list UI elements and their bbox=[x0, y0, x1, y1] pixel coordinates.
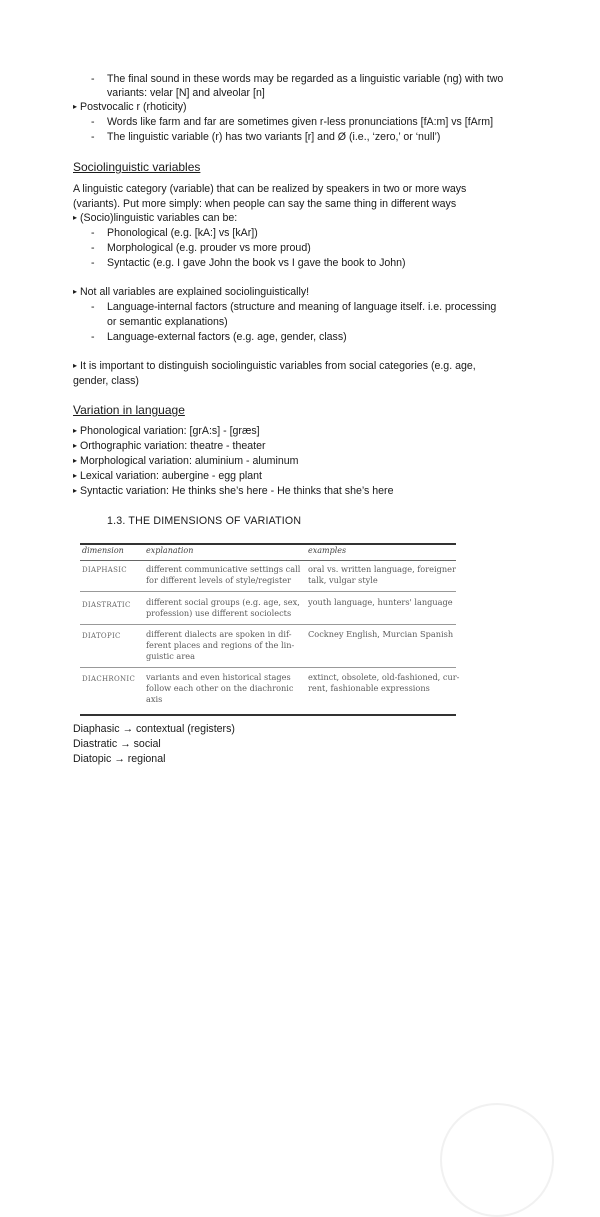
not-all-text: Not all variables are explained sociolinguistically! bbox=[80, 286, 310, 298]
row-diastratic-examples-1: youth language, hunters' language bbox=[308, 597, 453, 607]
triangle-bullet-icon: ▸ bbox=[73, 471, 78, 480]
postvocalic-bullet bbox=[73, 101, 187, 114]
r-variants: The linguistic variable (r) has two variants [r] and Ø (i.e., ‘zero,’ or ‘null’) bbox=[107, 131, 441, 143]
table-bottom-rule bbox=[80, 714, 456, 716]
summary-diastratic: Diastratic → social bbox=[73, 738, 161, 750]
variation-orthographic-text: Orthographic variation: theatre - theater bbox=[80, 440, 266, 452]
section-heading-sociolinguistic: Sociolinguistic variables bbox=[73, 160, 201, 174]
section-heading-variation: Variation in language bbox=[73, 403, 185, 417]
rless-example: Words like farm and far are sometimes given r-less pronunciations [fA:m] vs [fArm] bbox=[107, 116, 494, 128]
row-separator bbox=[80, 667, 456, 668]
internal-factors-line2: or semantic explanations) bbox=[107, 316, 228, 328]
triangle-bullet-icon: ▸ bbox=[73, 287, 78, 296]
triangle-bullet-icon: ▸ bbox=[73, 441, 78, 450]
ng-variable-line2: variants: velar [N] and alveolar [n] bbox=[107, 87, 265, 99]
dash-marker: - bbox=[91, 131, 95, 143]
variation-syntactic-text: Syntactic variation: He thinks she’s here - He thinks that she’s here bbox=[80, 485, 394, 497]
dimensions-title: 1.3. THE DIMENSIONS OF VARIATION bbox=[107, 515, 302, 527]
type-phonological: Phonological (e.g. [kA:] vs [kAr]) bbox=[107, 227, 258, 239]
triangle-bullet-icon: ▸ bbox=[73, 486, 78, 495]
row-diaphasic-explanation-1: different communicative settings call bbox=[146, 564, 301, 574]
type-morphological: Morphological (e.g. prouder vs more proud) bbox=[107, 242, 311, 254]
postvocalic-text: Postvocalic r (rhoticity) bbox=[80, 101, 187, 113]
triangle-bullet-icon: ▸ bbox=[73, 361, 78, 370]
dash-marker: - bbox=[91, 301, 95, 313]
header-dimension: dimension bbox=[82, 546, 124, 555]
table-top-rule bbox=[80, 543, 456, 545]
table-header-rule bbox=[80, 560, 456, 561]
dash-marker: - bbox=[91, 73, 95, 85]
variation-syntactic bbox=[73, 485, 393, 498]
row-diatopic-dimension: DIATOPIC bbox=[82, 632, 121, 640]
dash-marker: - bbox=[91, 242, 95, 254]
summary-diaphasic: Diaphasic → contextual (registers) bbox=[73, 723, 235, 735]
header-examples: examples bbox=[308, 546, 347, 555]
dash-marker: - bbox=[91, 257, 95, 269]
triangle-bullet-icon: ▸ bbox=[73, 213, 78, 222]
type-syntactic: Syntactic (e.g. I gave John the book vs I gave the book to John) bbox=[107, 257, 406, 269]
row-diatopic-explanation-3: guistic area bbox=[146, 651, 195, 661]
row-diachronic-explanation-1: variants and even historical stages bbox=[146, 672, 291, 682]
dash-marker: - bbox=[91, 227, 95, 239]
row-diatopic-explanation-2: ferent places and regions of the lin- bbox=[146, 640, 295, 650]
definition-line1: A linguistic category (variable) that can be realized by speakers in two or more ways bbox=[73, 183, 467, 195]
row-diatopic-examples-1: Cockney English, Murcian Spanish bbox=[308, 629, 454, 639]
important-bullet bbox=[73, 360, 476, 373]
triangle-bullet-icon: ▸ bbox=[73, 102, 78, 111]
variation-morphological-text: Morphological variation: aluminium - aluminum bbox=[80, 455, 299, 467]
row-diastratic-explanation-2: profession) use different sociolects bbox=[146, 608, 292, 618]
row-diaphasic-examples-1: oral vs. written language, foreigner bbox=[308, 564, 456, 574]
row-diachronic-dimension: DIACHRONIC bbox=[82, 675, 136, 683]
not-all-bullet bbox=[73, 286, 309, 299]
variation-phonological bbox=[73, 425, 260, 438]
variation-phonological-text: Phonological variation: [grA:s] - [græs] bbox=[80, 425, 260, 437]
variation-orthographic bbox=[73, 440, 266, 453]
can-be-bullet bbox=[73, 212, 237, 225]
row-diachronic-examples-1: extinct, obsolete, old-fashioned, cur- bbox=[308, 672, 460, 682]
row-diachronic-explanation-3: axis bbox=[146, 694, 163, 704]
watermark-seal bbox=[440, 1103, 554, 1217]
ng-variable-line1: The final sound in these words may be regarded as a linguistic variable (ng) with two bbox=[107, 73, 504, 85]
row-diastratic-explanation-1: different social groups (e.g. age, sex, bbox=[146, 597, 300, 607]
variation-lexical bbox=[73, 470, 262, 483]
variation-lexical-text: Lexical variation: aubergine - egg plant bbox=[80, 470, 262, 482]
triangle-bullet-icon: ▸ bbox=[73, 426, 78, 435]
header-explanation: explanation bbox=[146, 546, 194, 555]
row-diaphasic-dimension: DIAPHASIC bbox=[82, 566, 127, 574]
dash-marker: - bbox=[91, 331, 95, 343]
row-diastratic-dimension: DIASTRATIC bbox=[82, 601, 131, 609]
important-text-line2: gender, class) bbox=[73, 375, 139, 387]
row-diatopic-explanation-1: different dialects are spoken in dif- bbox=[146, 629, 292, 639]
triangle-bullet-icon: ▸ bbox=[73, 456, 78, 465]
row-diaphasic-explanation-2: for different levels of style/register bbox=[146, 575, 292, 585]
row-diachronic-examples-2: rent, fashionable expressions bbox=[308, 683, 430, 693]
row-diaphasic-examples-2: talk, vulgar style bbox=[308, 575, 378, 585]
internal-factors-line1: Language-internal factors (structure and meaning of language itself. i.e. processing bbox=[107, 301, 497, 313]
important-text-line1: It is important to distinguish sociolinguistic variables from social categories (e.g. age, bbox=[80, 360, 476, 372]
variation-morphological bbox=[73, 455, 298, 468]
row-separator bbox=[80, 624, 456, 625]
can-be-text: (Socio)linguistic variables can be: bbox=[80, 212, 238, 224]
external-factors: Language-external factors (e.g. age, gender, class) bbox=[107, 331, 347, 343]
row-diachronic-explanation-2: follow each other on the diachronic bbox=[146, 683, 294, 693]
dash-marker: - bbox=[91, 116, 95, 128]
definition-line2: (variants). Put more simply: when people can say the same thing in different ways bbox=[73, 198, 457, 210]
summary-diatopic: Diatopic → regional bbox=[73, 753, 166, 765]
row-separator bbox=[80, 591, 456, 592]
